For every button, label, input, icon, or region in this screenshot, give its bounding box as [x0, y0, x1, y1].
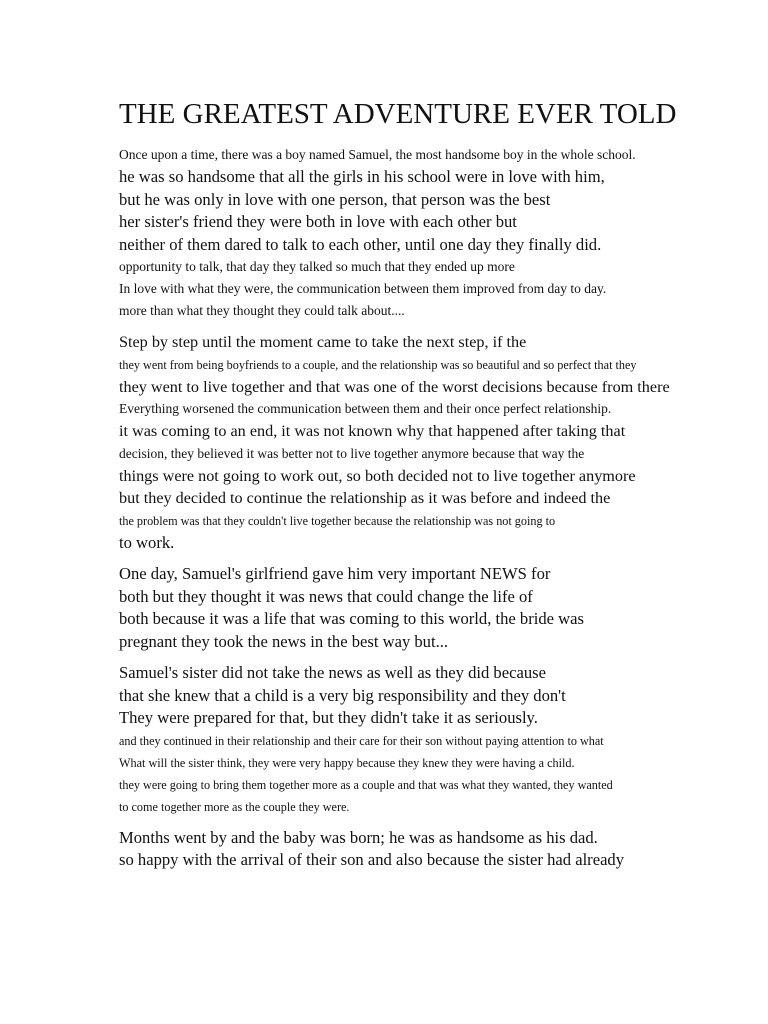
document-title: THE GREATEST ADVENTURE EVER TOLD — [119, 98, 677, 130]
text-line: and they continued in their relationship and their care for their son without paying attention to what — [119, 733, 604, 748]
paragraph — [119, 144, 729, 322]
text-line: In love with what they were, the communication between them improved from day to day. — [119, 281, 607, 296]
paragraph — [119, 662, 729, 818]
paragraph — [119, 827, 729, 872]
text-line: it was coming to an end, it was not known why that happened after taking that — [119, 422, 626, 440]
text-line: things were not going to work out, so both decided not to live together anymore — [119, 466, 636, 485]
text-line: he was so handsome that all the girls in his school were in love with him, — [119, 167, 605, 186]
text-line: that she knew that a child is a very big responsibility and they don't — [119, 685, 566, 705]
text-line: Samuel's sister did not take the news as well as they did because — [119, 663, 546, 682]
text-line: Everything worsened the communication between them and their once perfect relationship. — [119, 401, 612, 416]
text-line: her sister's friend they were both in love with each other but — [119, 212, 517, 231]
text-line: more than what they thought they could talk about.... — [119, 303, 405, 318]
text-line: neither of them dared to talk to each other, until one day they finally did. — [119, 234, 602, 254]
text-line: but he was only in love with one person, that person was the best — [119, 189, 551, 209]
document-body — [119, 96, 729, 872]
text-line: pregnant they took the news in the best way but... — [119, 631, 449, 651]
paragraph-container — [119, 144, 729, 872]
text-line: they went from being boyfriends to a couple, and the relationship was so beautiful and so perfect that they — [119, 357, 637, 372]
text-line: so happy with the arrival of their son and also because the sister had already — [119, 850, 625, 869]
text-line: to work. — [119, 532, 175, 552]
text-line: opportunity to talk, that day they talked so much that they ended up more — [119, 259, 515, 274]
paragraph — [119, 563, 729, 653]
text-line: they were going to bring them together more as a couple and that was what they wanted, they wanted — [119, 777, 613, 792]
paragraph — [119, 331, 729, 554]
text-line: One day, Samuel's girlfriend gave him very important NEWS for — [119, 564, 551, 583]
text-line: both but they thought it was news that could change the life of — [119, 586, 533, 606]
text-line: but they decided to continue the relationship as it was before and indeed the — [119, 489, 611, 507]
text-line: to come together more as the couple they were. — [119, 799, 350, 814]
text-line: both because it was a life that was coming to this world, the bride was — [119, 609, 584, 628]
text-line: Step by step until the moment came to take the next step, if the — [119, 333, 527, 351]
text-line: decision, they believed it was better not to live together anymore because that way the — [119, 445, 585, 461]
text-line: They were prepared for that, but they didn't take it as seriously. — [119, 708, 538, 727]
text-line: they went to live together and that was one of the worst decisions because from there — [119, 377, 670, 396]
text-line: What will the sister think, they were very happy because they knew they were having a child. — [119, 755, 575, 770]
text-line: the problem was that they couldn't live together because the relationship was not going to — [119, 513, 556, 528]
text-line: Months went by and the baby was born; he was as handsome as his dad. — [119, 827, 598, 847]
text-line: Once upon a time, there was a boy named Samuel, the most handsome boy in the whole school. — [119, 147, 636, 162]
